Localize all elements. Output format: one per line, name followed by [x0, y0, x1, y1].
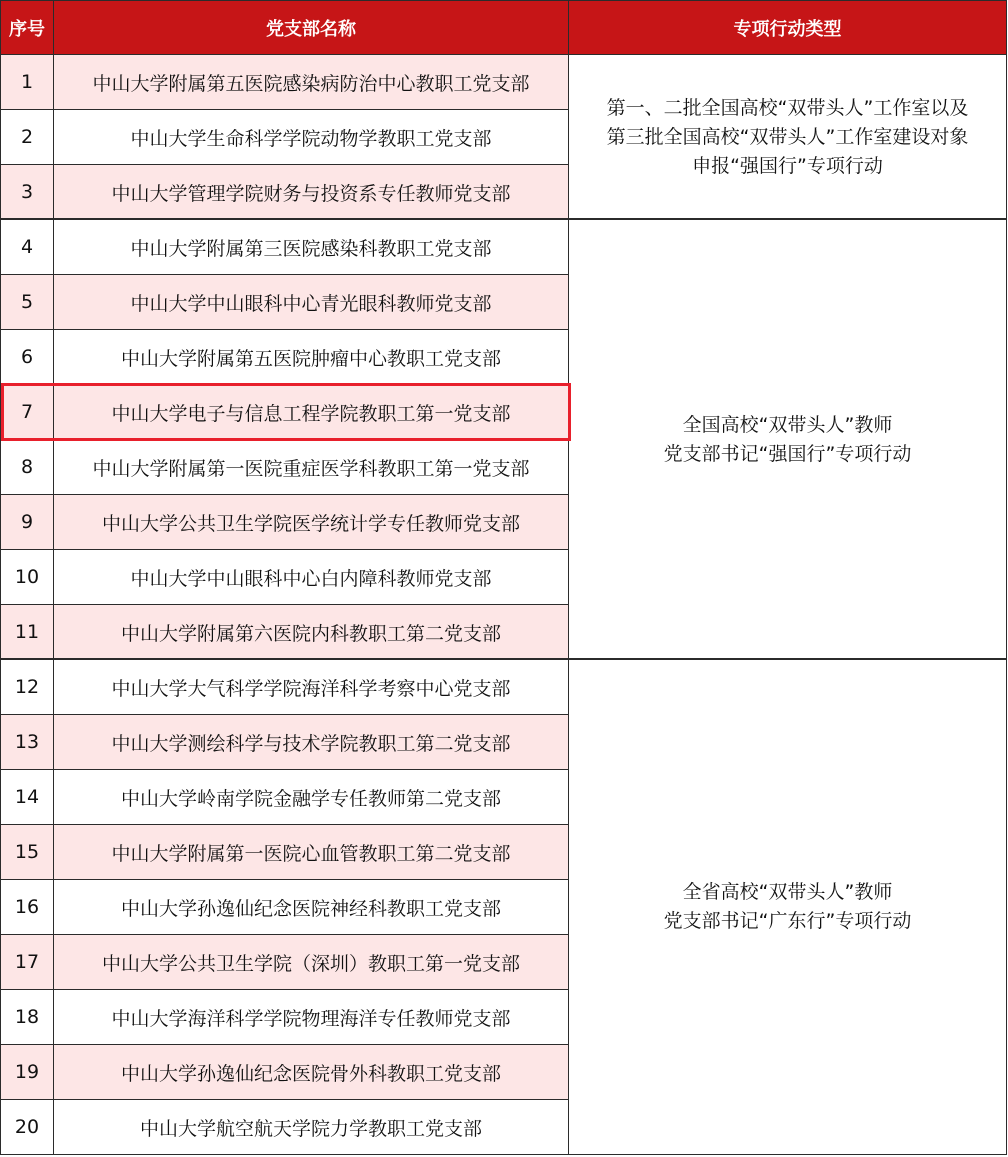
header-branch-name: 党支部名称: [54, 0, 569, 55]
branch-name: 中山大学附属第六医院内科教职工第二党支部: [54, 605, 569, 660]
row-highlight-box: [1, 383, 571, 441]
branch-name: 中山大学海洋科学学院物理海洋专任教师党支部: [54, 990, 569, 1045]
branch-name: 中山大学附属第五医院肿瘤中心教职工党支部: [54, 330, 569, 385]
action-type-cell: [569, 220, 1007, 660]
branch-name: 中山大学大气科学学院海洋科学考察中心党支部: [54, 660, 569, 715]
branch-name: 中山大学中山眼科中心白内障科教师党支部: [54, 550, 569, 605]
row-index: 19: [0, 1045, 54, 1100]
branch-name: 中山大学公共卫生学院医学统计学专任教师党支部: [54, 495, 569, 550]
row-index: 6: [0, 330, 54, 385]
branch-name: 中山大学岭南学院金融学专任教师第二党支部: [54, 770, 569, 825]
header-index: 序号: [0, 0, 54, 55]
action-type-cell: [569, 55, 1007, 220]
action-type-cell: [569, 660, 1007, 1155]
row-index: 18: [0, 990, 54, 1045]
row-index: 13: [0, 715, 54, 770]
action-type-line: 全省高校“双带头人”教师: [682, 881, 893, 903]
row-index: 8: [0, 440, 54, 495]
row-index: 20: [0, 1100, 54, 1155]
row-index: 16: [0, 880, 54, 935]
action-type-line: 党支部书记“强国行”专项行动: [663, 442, 912, 465]
branch-name: 中山大学附属第五医院感染病防治中心教职工党支部: [54, 55, 569, 110]
branch-name: 中山大学孙逸仙纪念医院神经科教职工党支部: [54, 880, 569, 935]
branch-name: 中山大学附属第一医院重症医学科教职工第一党支部: [54, 440, 569, 495]
row-index: 2: [0, 110, 54, 165]
row-index: 9: [0, 495, 54, 550]
branch-name: 中山大学电子与信息工程学院教职工第一党支部: [54, 385, 569, 440]
branch-name: 中山大学航空航天学院力学教职工党支部: [54, 1100, 569, 1155]
row-index: 3: [0, 165, 54, 220]
action-type-line: 申报“强国行”专项行动: [692, 154, 883, 177]
branch-name: 中山大学测绘科学与技术学院教职工第二党支部: [54, 715, 569, 770]
row-index: 1: [0, 55, 54, 110]
action-type-line: 全国高校“双带头人”教师: [682, 413, 893, 436]
row-index: 5: [0, 275, 54, 330]
row-index: 11: [0, 605, 54, 660]
row-index: 4: [0, 220, 54, 275]
branch-name: 中山大学附属第一医院心血管教职工第二党支部: [54, 825, 569, 880]
row-index: 12: [0, 660, 54, 715]
row-index: 17: [0, 935, 54, 990]
branch-name: 中山大学生命科学学院动物学教职工党支部: [54, 110, 569, 165]
row-index: 14: [0, 770, 54, 825]
row-index: 15: [0, 825, 54, 880]
branch-name: 中山大学孙逸仙纪念医院骨外科教职工党支部: [54, 1045, 569, 1100]
action-type-line: 第三批全国高校“双带头人”工作室建设对象: [606, 125, 969, 148]
row-index: 10: [0, 550, 54, 605]
branch-name: 中山大学中山眼科中心青光眼科教师党支部: [54, 275, 569, 330]
branch-name: 中山大学附属第三医院感染科教职工党支部: [54, 220, 569, 275]
row-index: 7: [0, 385, 54, 440]
action-type-line: 党支部书记“广东行”专项行动: [663, 910, 912, 932]
header-action-type: 专项行动类型: [569, 0, 1007, 55]
action-type-line: 第一、二批全国高校“双带头人”工作室以及: [606, 96, 969, 119]
branch-name: 中山大学公共卫生学院（深圳）教职工第一党支部: [54, 935, 569, 990]
branch-name: 中山大学管理学院财务与投资系专任教师党支部: [54, 165, 569, 220]
